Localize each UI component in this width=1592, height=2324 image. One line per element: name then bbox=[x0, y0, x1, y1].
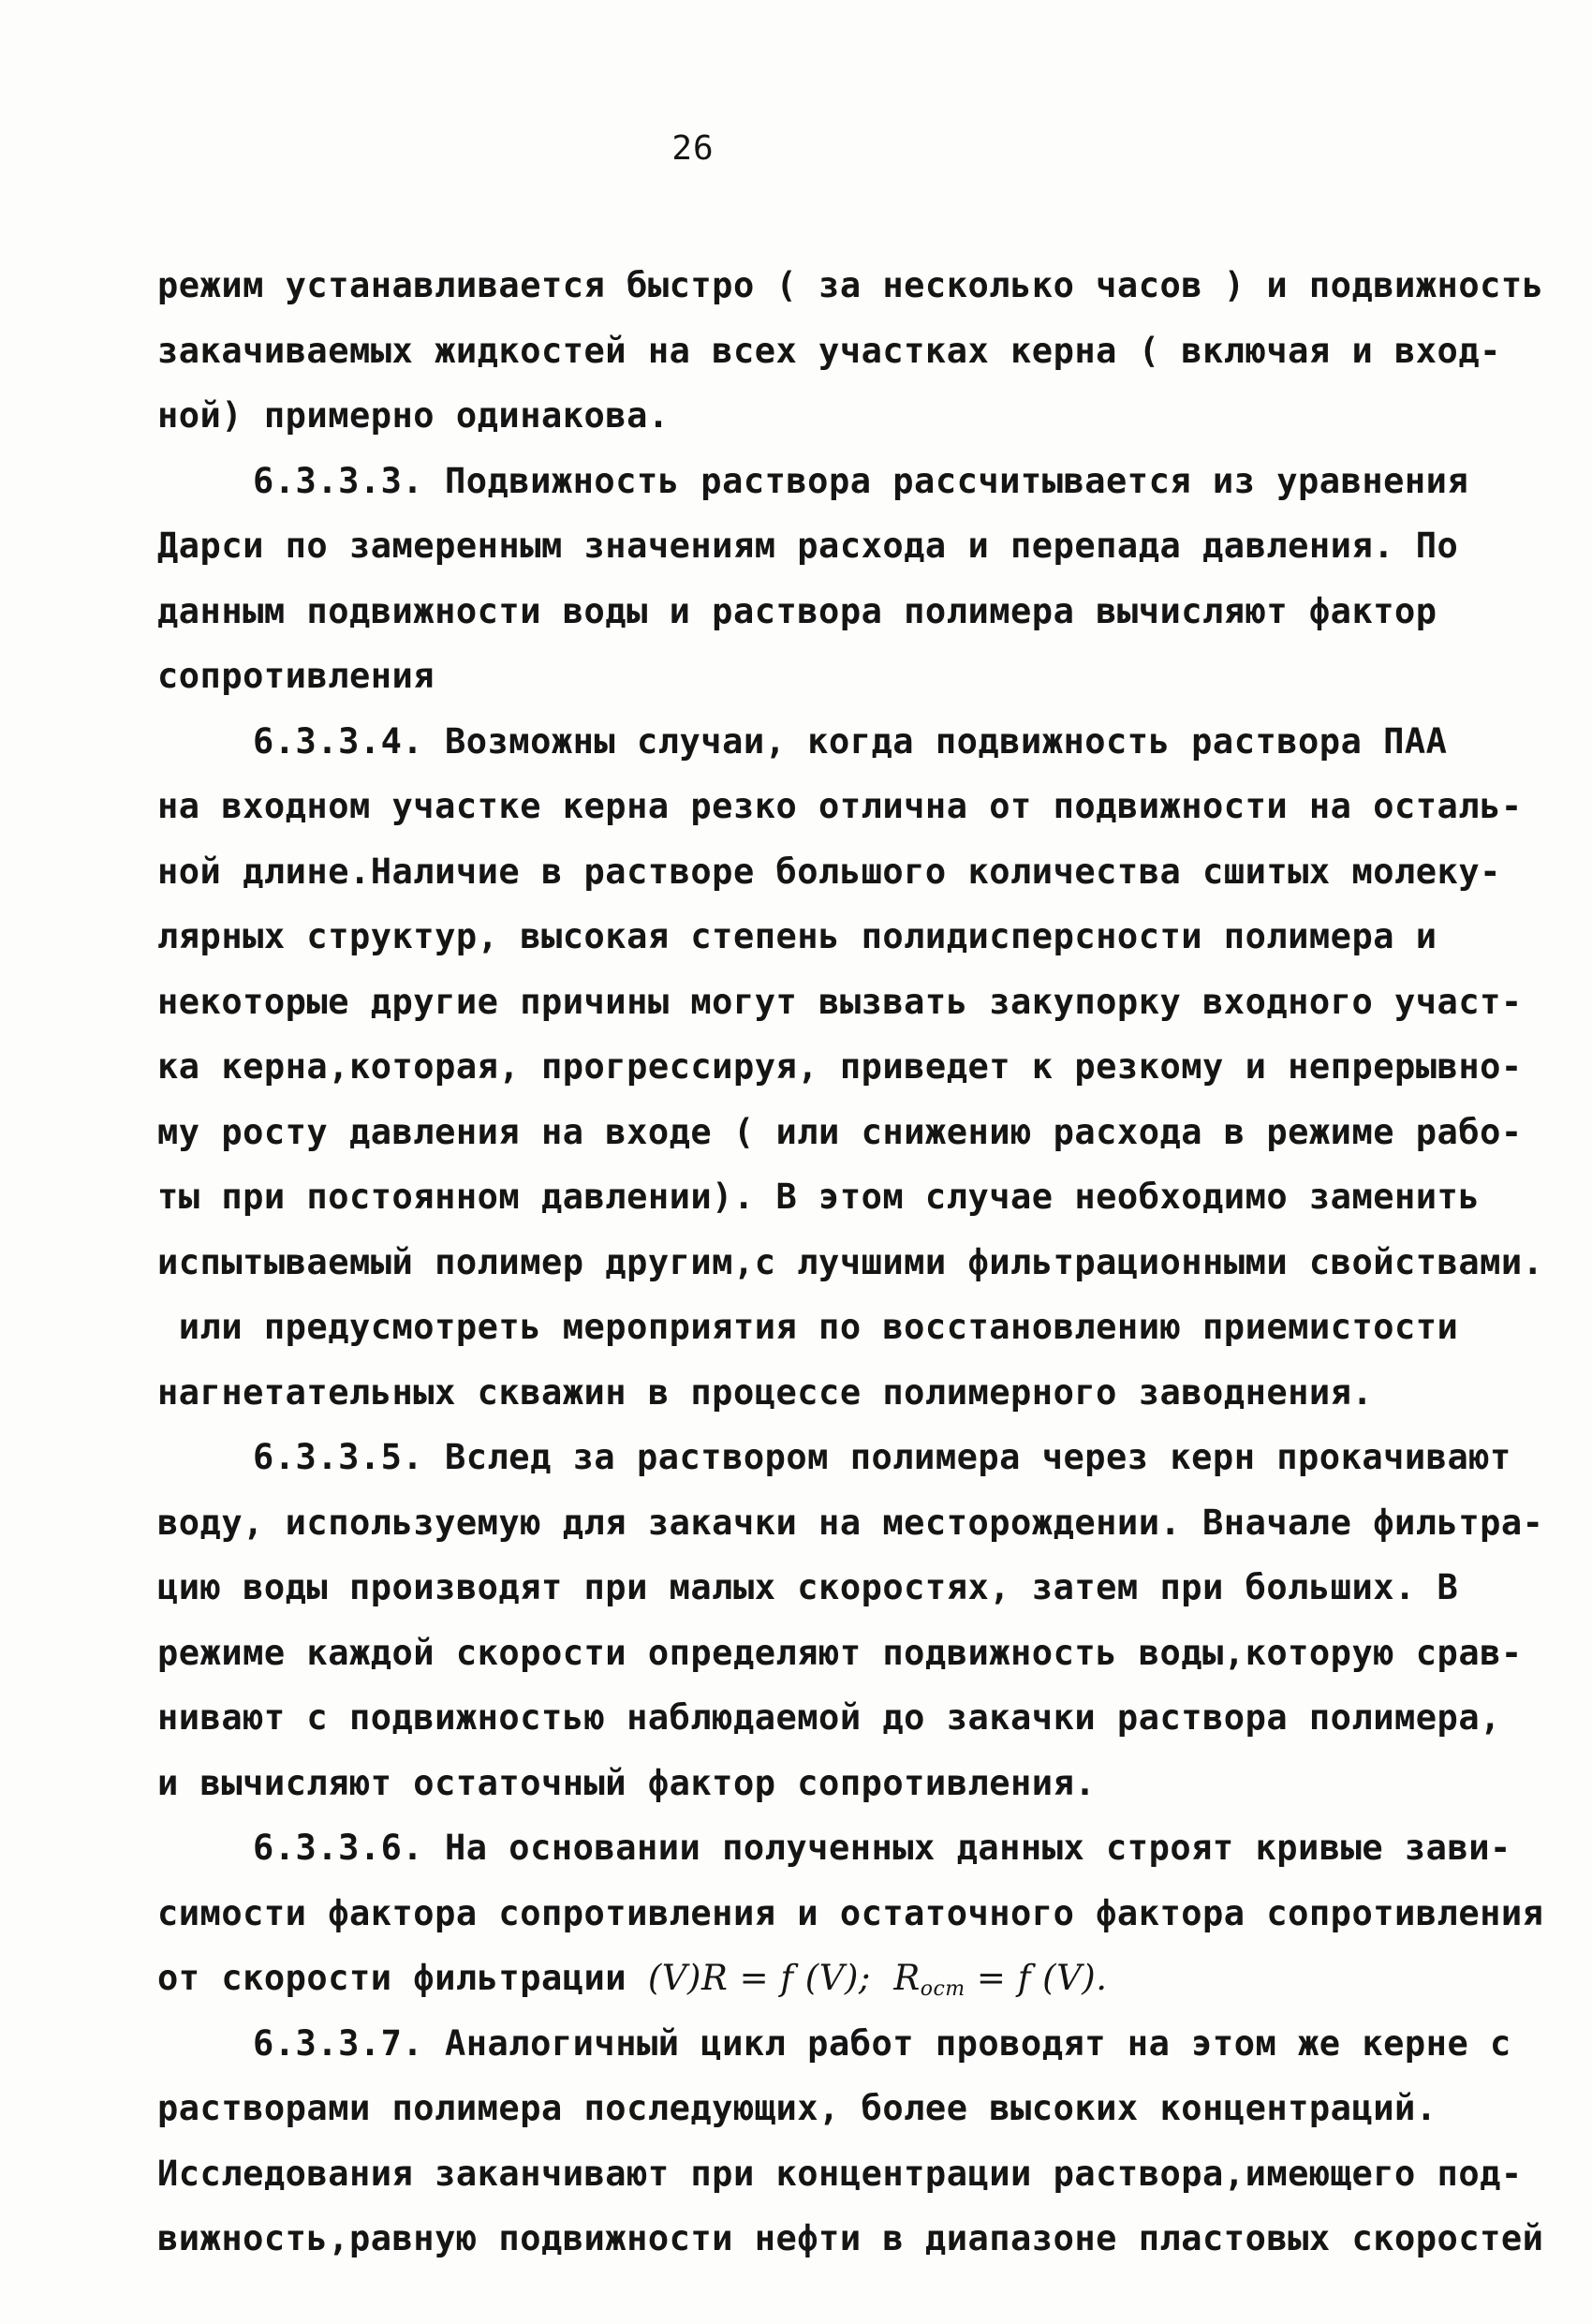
text-line: му росту давления на входе ( или снижению расхода в режиме рабо- bbox=[157, 1111, 1523, 1152]
text-line: некоторые другие причины могут вызвать закупорку входного участ- bbox=[157, 981, 1523, 1022]
text-line: или предусмотреть мероприятия по восстановлению приемистости bbox=[157, 1307, 1459, 1347]
text-line: растворами полимера последующих, более высоких концентраций. bbox=[157, 2088, 1437, 2128]
text-line: данным подвижности воды и раствора полимера вычисляют фактор bbox=[157, 590, 1437, 631]
text-line: цию воды производят при малых скоростях, затем при больших. В bbox=[157, 1567, 1459, 1607]
body-text bbox=[157, 253, 1544, 2272]
page-number: 26 bbox=[671, 129, 715, 168]
paragraph-6-3-3-3-start: 6.3.3.3. Подвижность раствора рассчитывается из уравнения bbox=[253, 460, 1469, 501]
text-line: и вычисляют остаточный фактор сопротивления. bbox=[157, 1762, 1097, 1803]
text-line: закачиваемых жидкостей на всех участках керна ( включая и вход- bbox=[157, 330, 1501, 371]
text-line: ка керна,которая, прогрессируя, приведет к резкому и непрерывно- bbox=[157, 1046, 1523, 1087]
text-line: режим устанавливается быстро ( за несколько часов ) и подвижность bbox=[157, 265, 1544, 305]
text-line: ной длине.Наличие в растворе большого количества сшитых молеку- bbox=[157, 851, 1501, 892]
formula-lead-text: от скорости фильтрации bbox=[157, 1958, 648, 1998]
formula-subscript: ост bbox=[920, 1977, 966, 2001]
paragraph-6-3-3-4-start: 6.3.3.4. Возможны случаи, когда подвижность раствора ПАА bbox=[253, 720, 1448, 762]
text-line: лярных структур, высокая степень полидисперсности полимера и bbox=[157, 916, 1437, 956]
paragraph-6-3-3-6-start: 6.3.3.6. На основании полученных данных строят кривые зави- bbox=[253, 1828, 1511, 1868]
text-line: режиме каждой скорости определяют подвижность воды,которую срав- bbox=[157, 1632, 1523, 1673]
formula-part-1: (V)R = f (V); R bbox=[647, 1958, 921, 1998]
text-line: Дарси по замеренным значениям расхода и перепада давления. По bbox=[157, 525, 1459, 566]
text-line: Исследования заканчивают при концентрации раствора,имеющего под- bbox=[157, 2153, 1523, 2194]
paragraph-6-3-3-5-start: 6.3.3.5. Вслед за раствором полимера через керн прокачивают bbox=[253, 1437, 1511, 1477]
formula-part-2: = f (V). bbox=[965, 1958, 1108, 1998]
text-line: нагнетательных скважин в процессе полимерного заводнения. bbox=[157, 1371, 1374, 1413]
text-line: вижность,равную подвижности нефти в диапазоне пластовых скоростей bbox=[157, 2218, 1544, 2258]
formula bbox=[647, 1958, 1108, 2001]
paragraph-6-3-3-7-start: 6.3.3.7. Аналогичный цикл работ проводят на этом же керне с bbox=[253, 2022, 1511, 2064]
text-line: воду, используемую для закачки на месторождении. Вначале фильтра- bbox=[157, 1502, 1544, 1543]
text-line: испытываемый полимер другим,с лучшими фильтрационными свойствами. bbox=[157, 1241, 1544, 1282]
text-line: симости фактора сопротивления и остаточного фактора сопротивления bbox=[157, 1892, 1544, 1933]
text-line: на входном участке керна резко отлична от подвижности на осталь- bbox=[157, 786, 1523, 826]
text-line: сопротивления bbox=[157, 656, 435, 696]
text-line: ной) примерно одинакова. bbox=[157, 395, 670, 436]
text-line: ты при постоянном давлении). В этом случае необходимо заменить bbox=[157, 1177, 1481, 1217]
text-line: нивают с подвижностью наблюдаемой до закачки раствора полимера, bbox=[157, 1697, 1501, 1738]
text-line-with-formula bbox=[157, 1946, 1450, 2011]
